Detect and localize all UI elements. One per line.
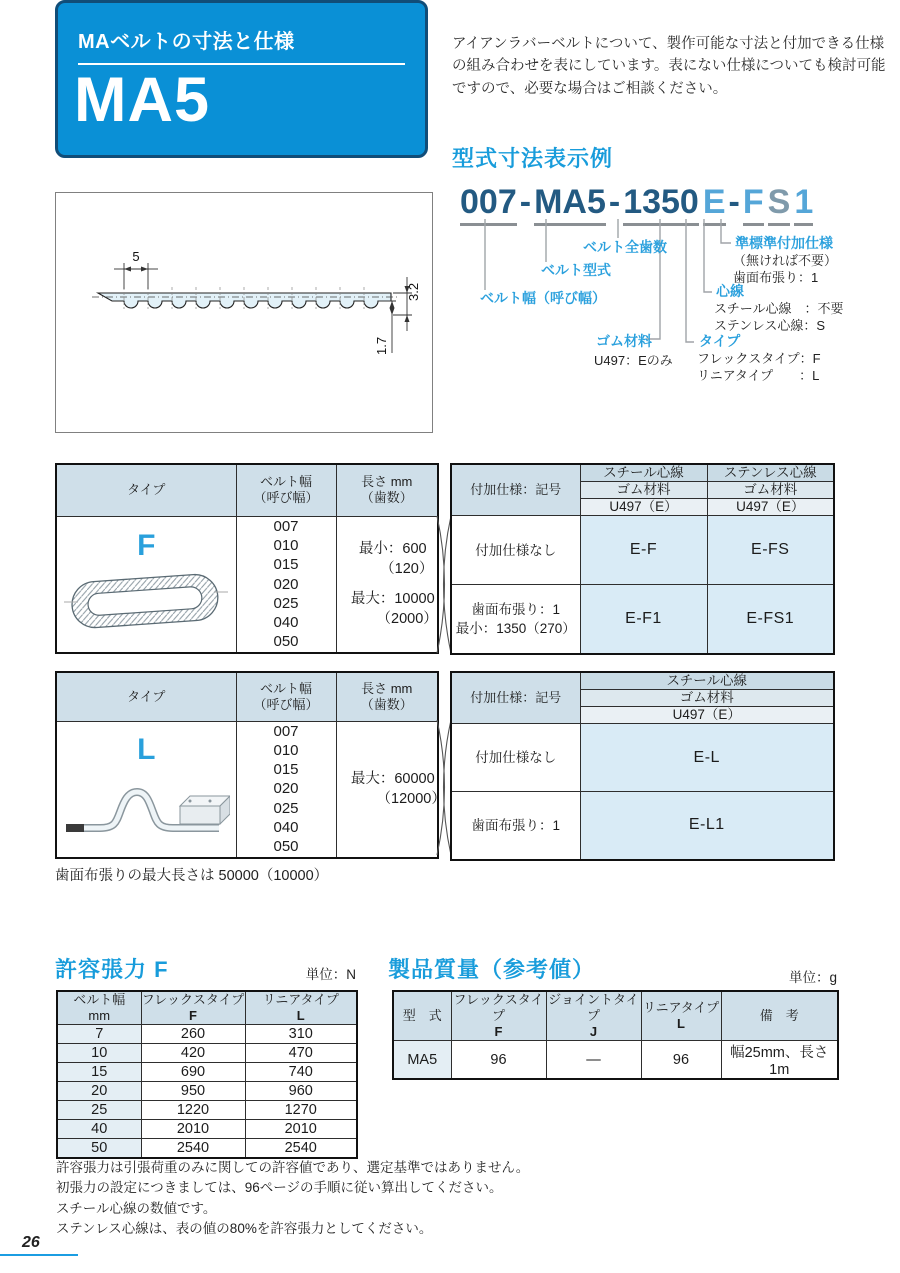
tension-w50-l: 2540 [245,1139,357,1158]
tension-header-width-l2: mm [88,1008,111,1023]
callout-type-note2: リニアタイプ ：L [697,368,820,383]
code-rubber: E [703,183,726,226]
tension-w40: 40 [57,1120,141,1139]
code-width: 007 [460,183,517,226]
l-width-010: 010 [273,741,299,759]
l-width-025: 025 [273,799,299,817]
table-row [57,1101,357,1120]
l-header-width-l2: （呼び幅） [253,696,319,712]
callout-type-note1: フレックスタイプ：F [697,351,821,366]
tension-w10-f: 420 [141,1044,245,1063]
f-width-020: 020 [273,575,299,593]
page-number: 26 [22,1234,40,1251]
mass-linear-value: 96 [641,1041,721,1080]
mass-unit: 単位：g [788,970,837,985]
l-spec-code-el1: E-L1 [580,792,834,860]
footnote-2: 初張力の設定につきましては、96ページの手順に従い算出してください。 [56,1180,503,1196]
l-belt-illustration [62,766,230,842]
tension-w25: 25 [57,1101,141,1120]
callout-belt-model: ベルト型式 [541,262,611,278]
intro-text: アイアンラバーベルトについて、製作可能な寸法と付加できる仕様の組み合わせを表にしています。表にない仕様についても検討可能ですので、必要な場合はご相談ください。 [452,36,886,97]
f-width-007: 007 [273,517,299,535]
tension-w50: 50 [57,1139,141,1158]
f-spec-row1-label: 付加仕様なし [451,516,580,585]
table-row [57,1025,357,1044]
l-clamp-block [180,796,230,824]
mass-header-flex [451,991,546,1041]
code-sep: - [519,183,532,221]
code-addon: 1 [794,183,813,226]
f-spec-row2-label [451,585,580,654]
l-len-max-teeth: （12000） [376,791,446,808]
l-spec-row2-label: 歯面布張り：1 [451,792,580,860]
tension-w7-l: 310 [245,1025,357,1044]
tension-table [56,990,358,1159]
f-spec-rubber-1: ゴム材料 [580,482,707,499]
tension-w15-f: 690 [141,1063,245,1082]
f-spec-code-efs1: E-FS1 [707,585,834,654]
belt-cross-section [98,293,391,308]
tension-header-width [57,991,141,1025]
tension-unit: 単位：N [305,967,356,982]
table-row [393,1041,838,1080]
tension-header-flex-l2: F [189,1008,197,1023]
f-spec-rubber-2: ゴム材料 [707,482,834,499]
mass-joint-value: — [546,1041,641,1080]
tension-w40-l: 2010 [245,1120,357,1139]
mass-table [392,990,839,1080]
f-spec-table [450,463,835,655]
l-len-max: 最大：60000 [350,771,435,788]
l-width-050: 050 [273,838,299,856]
tension-w20-f: 950 [141,1082,245,1101]
header-block [55,0,428,158]
l-length-cell [336,721,446,858]
l-header-width [236,672,336,721]
f-width-010: 010 [273,537,299,554]
table-row [57,1120,357,1139]
f-header-len-l2: （歯数） [360,490,413,506]
dim-tooth-height: 1.7 [374,336,389,355]
f-spec-row2-label1: 歯面布張り：1 [471,601,560,617]
l-width-015: 015 [273,761,299,779]
tension-header-linear-l1: リニアタイプ [262,992,339,1007]
belt-profile-drawing [56,193,432,432]
tension-header-linear [245,991,357,1025]
footnote-1: 許容張力は引張荷重のみに関しての許容値であり、選定基準ではありません。 [56,1160,530,1175]
l-spec-grade: U497（E） [580,707,834,724]
code-sep: - [608,183,621,221]
tension-w20: 20 [57,1082,141,1101]
mass-header-joint [546,991,641,1041]
l-type-letter: L [137,732,156,766]
mass-model: MA5 [393,1041,451,1080]
mass-header-joint-l2: J [589,1024,598,1039]
l-spec-code-el: E-L [580,724,834,792]
mass-header-flex-l2: F [494,1024,503,1039]
f-belt-illustration [64,562,228,636]
f-spec-code-ef1: E-F1 [580,585,707,654]
f-len-max: 最大：10000 [350,591,435,608]
f-len-min: 最小：600 [358,541,427,558]
f-width-040: 040 [273,614,299,632]
callout-addon-label: 準標準付加仕様 [735,235,833,251]
section-title-mass: 製品質量（参考値） [388,957,596,982]
callout-rubber-note: U497：Eのみ [594,353,673,368]
f-header-length [336,464,438,516]
section-title-model-example: 型式寸法表示例 [452,146,614,171]
l-header-len-l2: （歯数） [360,696,413,712]
l-header-type: タイプ [56,672,236,721]
tension-w7: 7 [57,1025,141,1044]
mass-header-linear [641,991,721,1041]
tension-w50-f: 2540 [141,1139,245,1158]
f-type-letter: F [137,528,156,562]
f-type-table [55,463,439,654]
mass-header-model: 型 式 [393,991,451,1041]
f-spec-code-ef: E-F [580,516,707,585]
callout-cord-label: 心線 [716,283,744,299]
dim-pitch: 5 [132,249,140,264]
code-cord: S [768,183,791,226]
callout-rubber-label: ゴム材料 [596,333,652,349]
l-width-007: 007 [273,722,299,740]
callout-addon-note2: 歯面布張り：1 [733,270,819,285]
mass-header-flex-l1: フレックスタイプ [453,992,544,1023]
tension-w25-l: 1270 [245,1101,357,1120]
page-title: MA5 [74,65,211,135]
l-type-table [55,671,446,859]
belt-profile-drawing-box [55,192,433,433]
f-len-min-teeth: （120） [380,561,434,578]
f-spec-row2-label2: 最小：1350（270） [455,620,576,636]
tension-w10-l: 470 [245,1044,357,1063]
tension-w20-l: 960 [245,1082,357,1101]
callout-cord-note2: ステンレス心線：S [714,318,826,333]
callout-cord-note1: スチール心線 ：不要 [714,301,844,316]
l-spec-row1-label: 付加仕様なし [451,724,580,792]
f-spec-grade-1: U497（E） [580,499,707,516]
tension-w10: 10 [57,1044,141,1063]
l-spec-table [450,671,835,861]
table-row [57,1139,357,1158]
footnote-4: ステンレス心線は、表の値の80%を許容張力としてください。 [56,1220,433,1236]
table-row [57,1082,357,1101]
code-type: F [743,183,764,226]
f-spec-stainless-cord: ステンレス心線 [707,464,834,482]
tension-header-flex [141,991,245,1025]
l-header-width-l1: ベルト幅 [259,680,312,696]
f-width-015: 015 [273,556,299,574]
l-belt-end [66,824,84,832]
mass-header-linear-l1: リニアタイプ [642,1000,720,1015]
l-width-040: 040 [273,818,299,836]
l-header-len-l1: 長さ mm [361,680,413,696]
mass-header-linear-l2: L [677,1016,685,1031]
tension-header-width-l1: ベルト幅 [73,992,126,1007]
code-teeth: 1350 [623,183,699,226]
tension-w25-f: 1220 [141,1101,245,1120]
f-spec-grade-2: U497（E） [707,499,834,516]
code-model: MA5 [534,183,606,226]
callout-total-teeth: ベルト全歯数 [583,239,667,255]
tension-w7-f: 260 [141,1025,245,1044]
table-row [57,1044,357,1063]
tension-header-flex-l1: フレックスタイプ [141,992,245,1007]
header-subtitle: MAベルトの寸法と仕様 [78,25,405,65]
l-header-length [336,672,438,721]
f-header-type: タイプ [56,464,236,516]
f-widths-cell [236,516,336,653]
mass-remarks-value: 幅25mm、長さ1m [721,1041,838,1080]
f-spec-code-efs: E-FS [707,516,834,585]
f-length-cell [336,516,438,653]
dim-total-height: 3.2 [406,282,421,301]
l-type-cell [56,721,236,858]
tension-w15: 15 [57,1063,141,1082]
l-width-020: 020 [273,780,299,798]
f-width-050: 050 [273,633,299,651]
callout-belt-width: ベルト幅（呼び幅） [480,290,606,306]
f-header-width [236,464,336,516]
f-header-width-l2: （呼び幅） [253,490,319,506]
tension-footnotes [56,1158,536,1239]
f-type-cell [56,516,236,653]
code-sep: - [728,183,740,221]
footnote-3: スチール心線の数値です。 [56,1200,217,1216]
f-spec-steel-cord: スチール心線 [580,464,707,482]
mass-header-joint-l1: ジョイントタイプ [548,992,639,1023]
mass-header-remarks: 備 考 [721,991,838,1041]
table-row [57,1063,357,1082]
f-len-max-teeth: （2000） [376,611,438,628]
section-title-tension: 許容張力 F [55,957,169,982]
tension-w15-l: 740 [245,1063,357,1082]
tension-header-linear-l2: L [296,1008,305,1023]
cloth-max-length-note: 歯面布張りの最大長さは 50000（10000） [55,868,329,884]
l-spec-steel-cord: スチール心線 [580,672,834,690]
f-spec-corner: 付加仕様：記号 [451,464,580,516]
callout-type-label: タイプ [699,333,741,349]
f-header-len-l1: 長さ mm [361,474,413,490]
f-header-width-l1: ベルト幅 [259,474,312,490]
page-footer-rule [0,1254,78,1256]
f-width-025: 025 [273,594,299,612]
mass-flex-value: 96 [451,1041,546,1080]
l-spec-rubber: ゴム材料 [580,690,834,707]
tension-w40-f: 2010 [141,1120,245,1139]
l-widths-cell [236,721,336,858]
callout-addon-note1: （無ければ不要） [733,253,838,268]
l-spec-corner: 付加仕様：記号 [451,672,580,724]
